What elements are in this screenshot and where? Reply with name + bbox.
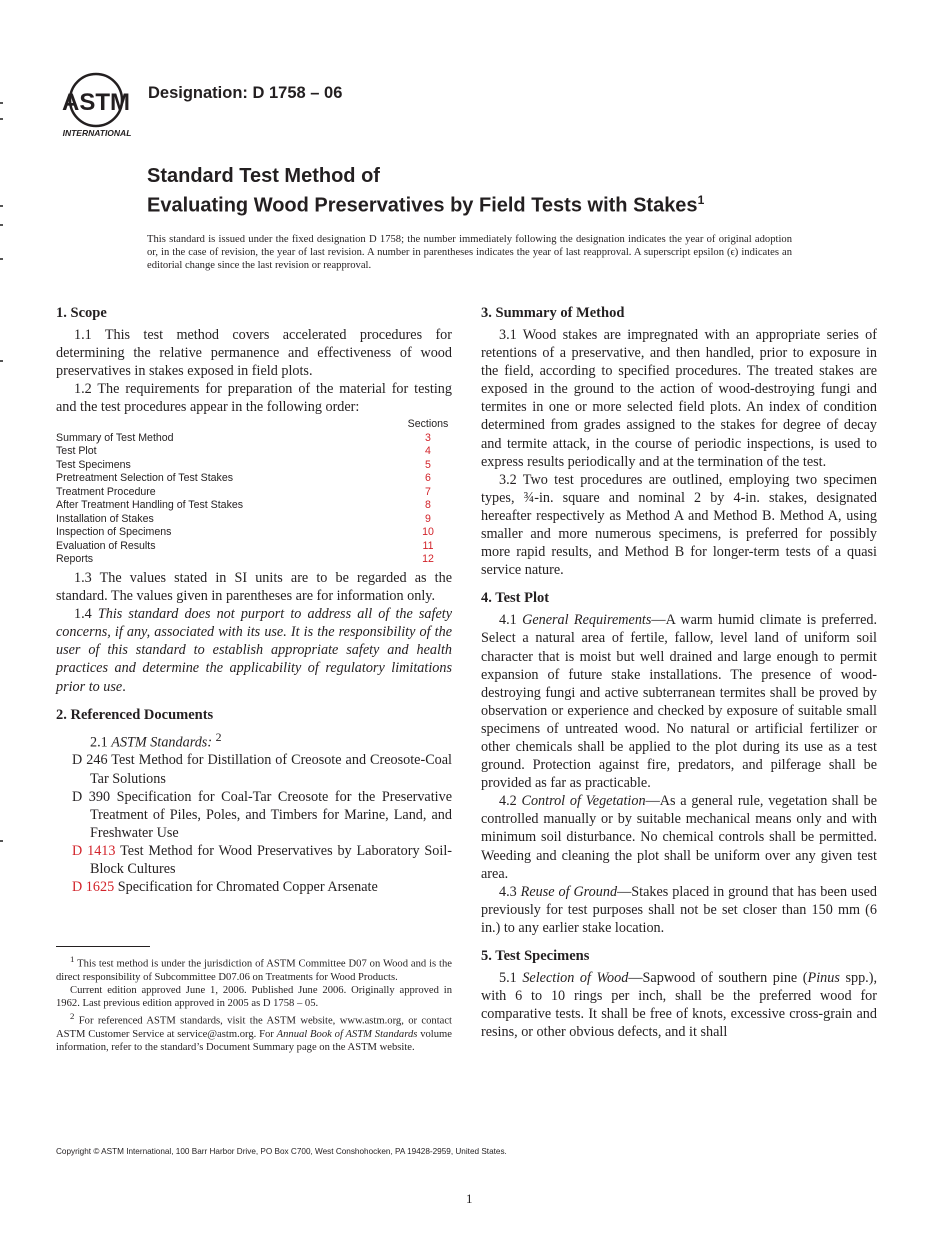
summary-p2: 3.2 Two test procedures are outlined, employing two specimen types, ¾-in. square and nominal 2 by 4-in. stakes, designated hereafter respectively as Method A and Method B. Method A, using smaller and more numerous specimens, is preferred for possibly more rapid results, and Method B for longer-term tests of a quasi service nature. [481, 471, 877, 579]
section-link[interactable]: 10 [422, 526, 434, 539]
sections-header: Sections [407, 418, 449, 431]
scope-p1: 1.1 This test method covers accelerated procedures for determining the relative permanence and effectiveness of wood preservatives in stakes exposed in field plots. [56, 327, 452, 380]
copyright: Copyright © ASTM International, 100 Barr Harbor Drive, PO Box C700, West Conshohocken, PA 19428-2959, United States. [56, 1147, 507, 1156]
ref-text: Test Method for Wood Preservatives by Laboratory Soil-Block Cultures [90, 842, 452, 878]
specimens-p1-text-b: spp.), with 6 to 10 rings per inch, shall be the preferred wood for comparative tests. It shall be free of knots, excessive cross-grain and resins, or other obvious defects, and it shall [481, 970, 877, 1041]
table-row [56, 459, 452, 473]
title-line-1: Standard Test Method of [147, 165, 380, 187]
scope-p4-end: . [122, 678, 126, 695]
section-name: Treatment Procedure [56, 485, 156, 498]
ref-item [56, 842, 452, 878]
scope-p2: 1.2 The requirements for preparation of the material for testing and the test procedures appear in the following order: [56, 381, 452, 416]
table-row [56, 513, 452, 527]
table-row [56, 540, 452, 554]
title-line-2 [147, 188, 704, 218]
ref-text: Specification for Chromated Copper Arsenate [114, 879, 378, 896]
table-row [56, 526, 452, 540]
edge-mark [0, 258, 3, 260]
ref-code: D 246 [72, 752, 108, 769]
footnote-2-text-a: For referenced ASTM standards, visit the ASTM website, www.astm.org, or contact ASTM Customer Service at service@astm.org. For [56, 1015, 452, 1041]
title-line-2-text: Evaluating Wood Preservatives by Field Tests with Stakes [147, 194, 698, 217]
refdocs-sub-italic: ASTM Standards: [111, 734, 213, 751]
specimens-p1-num: 5.1 [499, 970, 523, 986]
scope-p4-italic: This standard does not purport to address all of the safety concerns, if any, associated with its use. It is the responsibility of the user of this standard to establish appropriate safety and health practices and determine the applicability of regulatory limitations prior to use [56, 606, 452, 695]
ref-item [56, 788, 452, 842]
section-name: Evaluation of Results [56, 539, 156, 552]
section-link[interactable]: 12 [422, 553, 434, 566]
scope-heading: 1. Scope [56, 305, 107, 321]
scope-p3: 1.3 The values stated in SI units are to be regarded as the standard. The values given in parentheses are for information only. [56, 569, 452, 605]
testplot-p2-num: 4.2 [499, 793, 522, 810]
section-name: Test Plot [56, 445, 97, 458]
testplot-p1 [481, 611, 877, 792]
section-link[interactable]: 9 [425, 512, 431, 525]
standard-notice: This standard is issued under the fixed designation D 1758; the number immediately following the designation indicates the year of original adoption or, in the case of revision, the year of last revision. A number in parentheses indicates the year of last reapproval. A superscript epsilon (ϵ) indicates an editorial change since the last revision or reapproval. [147, 234, 792, 271]
refdocs-heading: 2. Referenced Documents [56, 706, 214, 723]
testplot-p1-num: 4.1 [499, 612, 523, 629]
section-link[interactable]: 7 [425, 485, 431, 498]
section-name: Reports [56, 553, 94, 566]
specimens-p1 [481, 969, 877, 1041]
footnote-2 [56, 1010, 452, 1054]
section-name: Pretreatment Selection of Test Stakes [56, 472, 234, 485]
specimens-p1-text-a: —Sapwood of southern pine ( [628, 970, 808, 986]
testplot-p3 [481, 883, 877, 937]
section-name: Summary of Test Method [56, 431, 174, 444]
testplot-p3-text: —Stakes placed in ground that has been used previously for test purposes shall not be set closer than 150 mm (6 in.) to any earlier stake location. [481, 883, 878, 936]
section-link[interactable]: 6 [425, 472, 431, 485]
ref-text: Specification for Coal-Tar Creosote for the Preservative Treatment of Piles, Poles, and Timbers for Marine, Land, and Freshwater Use [90, 788, 453, 841]
edge-mark [0, 102, 3, 104]
ref-link[interactable]: D 1413 [72, 842, 116, 859]
ref-text: Test Method for Distillation of Creosote and Creosote-Coal Tar Solutions [90, 752, 453, 787]
table-row [56, 553, 452, 567]
footnote-1 [56, 953, 452, 984]
edge-mark [0, 360, 3, 362]
logo-text: ASTM [62, 89, 130, 116]
scope-p4 [56, 605, 452, 695]
summary-p1: 3.1 Wood stakes are impregnated with an appropriate series of retentions of a preservative, and then handled, prior to exposure in the field, according to specified procedures. The treated stakes are exposed in the ground to the action of wood-destroying fungi and termites in one or more selected field plots. An index of condition determined from grades assigned to the stakes for degree of decay and termite attack, in the course of periodic inspections, is used to express results periodically and at the termination of the test. [481, 327, 877, 470]
section-link[interactable]: 8 [425, 499, 431, 512]
page-number: 1 [466, 1191, 473, 1206]
testplot-p2-text: —As a general rule, vegetation shall be controlled manually or by suitable mechanical means only and with minimum soil disturbance. No chemical controls shall be permitted. Weeding and cleaning the plot shall be uniform over any given test area. [481, 793, 877, 882]
scope-p4-num: 1.4 [74, 606, 98, 623]
testplot-p1-italic: General Requirements [522, 612, 652, 629]
table-row [56, 472, 452, 486]
astm-logo [58, 72, 138, 142]
designation: Designation: D 1758 – 06 [148, 84, 343, 102]
footnotes [56, 946, 452, 1054]
footnote-1b: Current edition approved June 1, 2006. Published June 2006. Originally approved in 1962. Last previous edition approved in 2005 as D 1758 – 05. [56, 984, 452, 1010]
testplot-heading: 4. Test Plot [481, 590, 550, 607]
section-name: Installation of Stakes [56, 512, 154, 525]
section-link[interactable]: 3 [425, 431, 431, 444]
edge-mark [0, 840, 3, 842]
testplot-p1-text: —A warm humid climate is preferred. Select a natural area of fertile, fallow, level land of uniform soil character that is moist but well drained and large enough to permit expansion of future stake installations. The presence of wood-destroying fungi and active subterranean termites shall be proved by observation or experience and checked by exposure of suitable small specimens of untreated wood. No natural or artificial fertilizer or other chemicals shall be applied to the plot during its use as a test ground. Protection against fire, predators, and pilferage shall be provided as far as practicable. [481, 612, 878, 792]
table-row [56, 499, 452, 513]
astm-standards-subhead [56, 728, 452, 752]
edge-mark [0, 118, 3, 120]
specimens-p1-italic-2: Pinus [807, 970, 840, 986]
left-column [56, 304, 452, 896]
ref-item [56, 751, 452, 787]
section-link[interactable]: 4 [425, 445, 431, 458]
ref-code: D 390 [72, 788, 111, 805]
sections-table [56, 418, 452, 567]
footnote-2-mark: 2 [70, 1011, 75, 1022]
section-name: Test Specimens [56, 458, 131, 471]
specimens-p1-italic: Selection of Wood [522, 970, 629, 986]
footnote-1-mark: 1 [70, 954, 75, 964]
title-footnote-mark: 1 [697, 193, 705, 207]
ref-link[interactable]: D 1625 [72, 879, 115, 896]
testplot-p3-italic: Reuse of Ground [520, 883, 618, 900]
testplot-p3-num: 4.3 [499, 883, 521, 900]
footnote-1-text: This test method is under the jurisdiction of ASTM Committee D07 on Wood and is the direct responsibility of Subcommittee D07.06 on Treatments for Wood Products. [56, 958, 452, 983]
summary-heading: 3. Summary of Method [481, 305, 625, 321]
footnote-rule [56, 946, 150, 947]
footnote-2-italic: Annual Book of ASTM Standards [276, 1029, 418, 1041]
testplot-p2 [481, 792, 877, 882]
logo-subtext: INTERNATIONAL [62, 128, 132, 138]
table-row [56, 486, 452, 500]
section-name: Inspection of Specimens [56, 526, 172, 539]
testplot-p2-italic: Control of Vegetation [521, 793, 646, 810]
ref-item [56, 878, 452, 896]
refdocs-sub-num: 2.1 [90, 734, 112, 751]
footnote-2-text-b: volume information, refer to the standard’s Document Summary page on the ASTM website. [56, 1029, 452, 1054]
section-link[interactable]: 11 [422, 539, 434, 552]
edge-mark [0, 205, 3, 207]
section-link[interactable]: 5 [425, 458, 431, 471]
edge-mark [0, 224, 3, 226]
table-row [56, 445, 452, 459]
document-title [147, 164, 704, 218]
specimens-heading: 5. Test Specimens [481, 948, 590, 964]
table-row [56, 432, 452, 446]
refdocs-sub-sup: 2 [215, 729, 222, 744]
section-name: After Treatment Handling of Test Stakes [56, 499, 244, 512]
right-column [481, 304, 877, 1041]
